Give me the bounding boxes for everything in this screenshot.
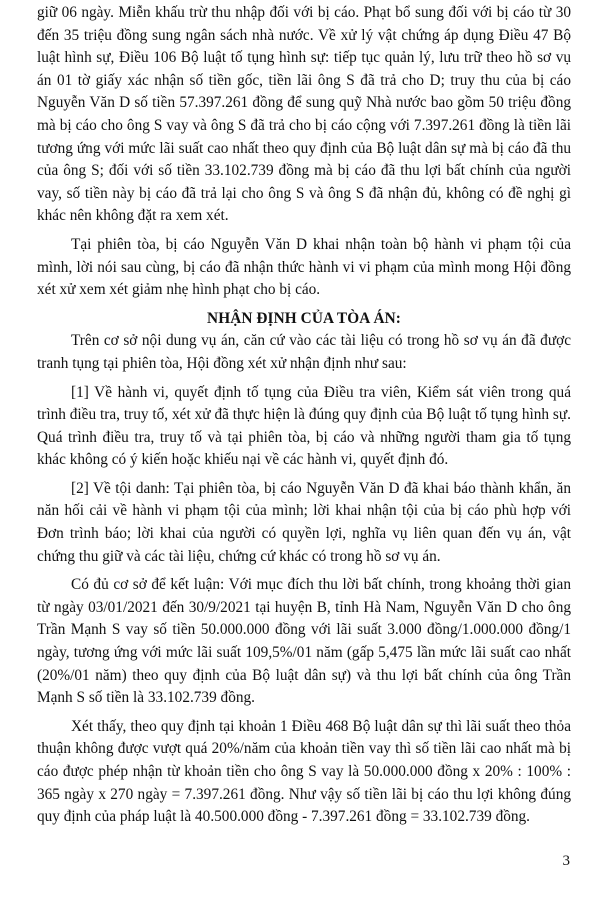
paragraph-finding-2: [2] Về tội danh: Tại phiên tòa, bị cáo Nguyễn Văn D đã khai báo thành khẩn, ăn năn hối cải về hành vi phạm tội của mình; lời khai nhận tội của bị cáo phù hợp với Đơn trình báo; lời khai của người có quyền lợi, nghĩa vụ liên quan đến vụ án, vật chứng thu giữ và các tài liệu, chứng cứ khác có trong hồ sơ vụ án. bbox=[37, 479, 571, 565]
page-content bbox=[37, 2, 571, 829]
page-number: 3 bbox=[562, 853, 570, 869]
paragraph-findings-intro: Trên cơ sở nội dung vụ án, căn cứ vào các tài liệu có trong hồ sơ vụ án đã được tranh tụng tại phiên tòa, Hội đồng xét xử nhận định như sau: bbox=[37, 332, 571, 372]
paragraph-conclusion: Có đủ cơ sở để kết luận: Với mục đích thu lời bất chính, trong khoảng thời gian từ ngày 03/01/2021 đến 30/9/2021 tại huyện B, tỉnh Hà Nam, Nguyễn Văn D cho ông Trần Mạnh S vay số tiền 50.000.000 đồng với lãi suất 3.000 đồng/1.000.000 đồng/1 ngày, tương ứng với mức lãi suất 109,5%/01 năm (gấp 5,475 lần mức lãi suất cao nhất (20%/01 năm) theo quy định của Bộ luật dân sự) và thu lợi bất chính của ông Trần Mạnh S số tiền là 33.102.739 đồng. bbox=[37, 576, 571, 707]
section-heading: NHẬN ĐỊNH CỦA TÒA ÁN: bbox=[207, 309, 401, 327]
paragraph-finding-1: [1] Về hành vi, quyết định tố tụng của Điều tra viên, Kiểm sát viên trong quá trình điều tra, truy tố, xét xử đã thực hiện là đúng quy định của Bộ luật tố tụng hình sự. Quá trình điều tra, truy tố và tại phiên tòa, bị cáo và những người tham gia tố tụng khác không có ý kiến hoặc khiếu nại về các hành vi, quyết định đó. bbox=[37, 383, 571, 469]
paragraph-defendant-statement: Tại phiên tòa, bị cáo Nguyễn Văn D khai nhận toàn bộ hành vi phạm tội của mình, lời nói sau cùng, bị cáo đã nhận thức hành vi vi phạm của mình mong Hội đồng xét xử xem xét giảm nhẹ hình phạt cho bị cáo. bbox=[37, 235, 571, 299]
paragraph-interest-calculation: Xét thấy, theo quy định tại khoản 1 Điều 468 Bộ luật dân sự thì lãi suất theo thỏa thuận không được vượt quá 20%/năm của khoản tiền vay thì số tiền lãi cao nhất mà bị cáo được phép nhận từ khoản tiền cho ông S vay là 50.000.000 đồng x 20% : 100% : 365 ngày x 270 ngày = 7.397.261 đồng. Như vậy số tiền lãi bị cáo thu lợi không đúng quy định của pháp luật là 40.500.000 đồng - 7.397.261 đồng = 33.102.739 đồng. bbox=[37, 717, 571, 826]
paragraph-sentence-continuation: giữ 06 ngày. Miễn khấu trừ thu nhập đối với bị cáo. Phạt bổ sung đối với bị cáo từ 30 đến 35 triệu đồng sung ngân sách nhà nước. Về xử lý vật chứng áp dụng Điều 47 Bộ luật hình sự, Điều 106 Bộ luật tố tụng hình sự: tiếp tục quản lý, lưu trữ theo hồ sơ vụ án 01 tờ giấy xác nhận số tiền gốc, tiền lãi ông S đã trả cho D; truy thu của bị cáo Nguyễn Văn D số tiền 57.397.261 đồng để sung quỹ Nhà nước bao gồm 50 triệu đồng mà bị cáo cho ông S vay và ông S đã trả cho bị cáo cộng với 7.397.261 đồng là tiền lãi tương ứng với mức lãi suất cao nhất theo quy định của Bộ luật dân sự mà bị cáo đã thu của ông S; đối với số tiền 33.102.739 đồng mà bị cáo đã thu lợi bất chính của người vay, số tiền này bị cáo đã trả lại cho ông S và ông S đã nhận đủ, không có đề nghị gì khác nên không đặt ra xem xét. bbox=[37, 4, 571, 225]
